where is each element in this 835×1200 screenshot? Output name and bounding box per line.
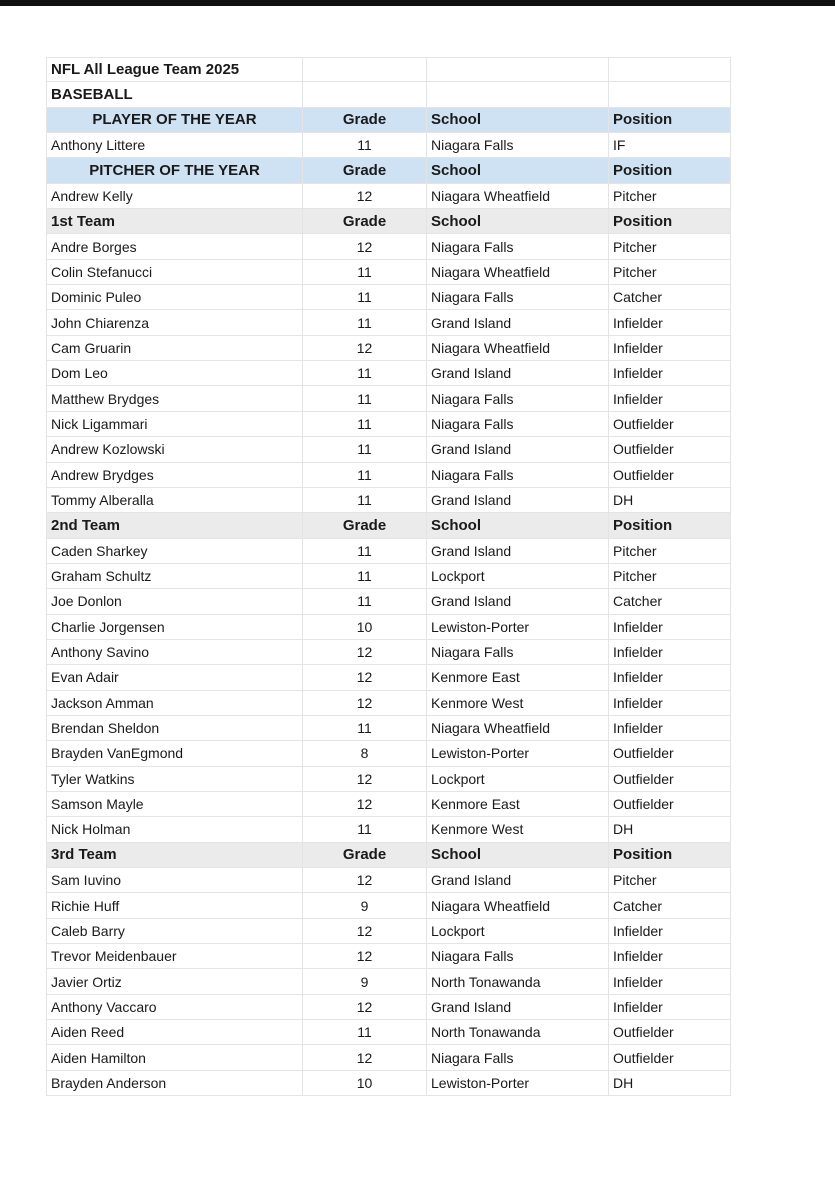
table-row <box>46 741 731 766</box>
section-heading: PLAYER OF THE YEAR <box>46 108 302 132</box>
table-row <box>46 564 731 589</box>
player-school: Niagara Falls <box>426 412 608 436</box>
table-row <box>46 412 731 437</box>
column-header-school: School <box>426 843 608 867</box>
player-grade: 11 <box>302 437 426 461</box>
table-row <box>46 615 731 640</box>
player-name: Evan Adair <box>46 665 302 689</box>
table-row <box>46 640 731 665</box>
table-row <box>46 133 731 158</box>
section-header-row <box>46 513 731 538</box>
player-school: Grand Island <box>426 539 608 563</box>
player-school: Niagara Wheatfield <box>426 893 608 917</box>
player-position: Infielder <box>608 691 731 715</box>
player-position: Infielder <box>608 944 731 968</box>
table-row <box>46 234 731 259</box>
table-row <box>46 260 731 285</box>
player-name: Andre Borges <box>46 234 302 258</box>
player-grade: 11 <box>302 564 426 588</box>
title-row <box>46 57 731 82</box>
player-name: Brayden VanEgmond <box>46 741 302 765</box>
player-school: Grand Island <box>426 589 608 613</box>
player-position: Infielder <box>608 716 731 740</box>
player-name: Andrew Kelly <box>46 184 302 208</box>
player-grade: 11 <box>302 285 426 309</box>
player-name: Trevor Meidenbauer <box>46 944 302 968</box>
player-position: Infielder <box>608 310 731 334</box>
column-header-position: Position <box>608 513 731 537</box>
table-row <box>46 437 731 462</box>
empty-cell <box>302 82 426 106</box>
player-name: Matthew Brydges <box>46 386 302 410</box>
section-heading: 1st Team <box>46 209 302 233</box>
player-name: Samson Mayle <box>46 792 302 816</box>
empty-cell <box>426 82 608 106</box>
player-name: Jackson Amman <box>46 691 302 715</box>
player-school: Niagara Wheatfield <box>426 184 608 208</box>
player-school: Niagara Falls <box>426 133 608 157</box>
player-grade: 11 <box>302 133 426 157</box>
table-row <box>46 919 731 944</box>
player-position: Infielder <box>608 386 731 410</box>
player-name: Charlie Jorgensen <box>46 615 302 639</box>
column-header-grade: Grade <box>302 158 426 182</box>
player-position: Infielder <box>608 640 731 664</box>
section-header-row <box>46 108 731 133</box>
section-header-row <box>46 843 731 868</box>
player-grade: 12 <box>302 995 426 1019</box>
table-row <box>46 361 731 386</box>
player-school: Niagara Falls <box>426 285 608 309</box>
player-school: Lewiston-Porter <box>426 615 608 639</box>
section-heading: PITCHER OF THE YEAR <box>46 158 302 182</box>
table-row <box>46 767 731 792</box>
player-position: Infielder <box>608 969 731 993</box>
table-row <box>46 665 731 690</box>
player-school: Niagara Falls <box>426 1045 608 1069</box>
player-position: Infielder <box>608 615 731 639</box>
player-grade: 12 <box>302 792 426 816</box>
player-grade: 11 <box>302 539 426 563</box>
table-row <box>46 995 731 1020</box>
player-position: Pitcher <box>608 260 731 284</box>
player-grade: 11 <box>302 412 426 436</box>
column-header-school: School <box>426 108 608 132</box>
table-row <box>46 691 731 716</box>
table-row <box>46 817 731 842</box>
section-header-row <box>46 158 731 183</box>
player-school: North Tonawanda <box>426 1020 608 1044</box>
player-grade: 11 <box>302 817 426 841</box>
table-row <box>46 184 731 209</box>
table-row <box>46 792 731 817</box>
player-grade: 9 <box>302 893 426 917</box>
table-row <box>46 1045 731 1070</box>
player-name: Aiden Reed <box>46 1020 302 1044</box>
empty-cell <box>426 58 608 81</box>
table-row <box>46 868 731 893</box>
section-header-row <box>46 209 731 234</box>
table-row <box>46 539 731 564</box>
player-name: Anthony Littere <box>46 133 302 157</box>
player-name: Colin Stefanucci <box>46 260 302 284</box>
player-name: Caden Sharkey <box>46 539 302 563</box>
player-position: Pitcher <box>608 234 731 258</box>
player-position: Outfielder <box>608 792 731 816</box>
column-header-school: School <box>426 513 608 537</box>
player-position: Outfielder <box>608 463 731 487</box>
player-position: Infielder <box>608 995 731 1019</box>
player-name: Tommy Alberalla <box>46 488 302 512</box>
player-school: Kenmore West <box>426 691 608 715</box>
player-grade: 8 <box>302 741 426 765</box>
player-grade: 10 <box>302 1071 426 1095</box>
player-position: Infielder <box>608 361 731 385</box>
player-name: Graham Schultz <box>46 564 302 588</box>
player-school: Niagara Falls <box>426 944 608 968</box>
column-header-grade: Grade <box>302 108 426 132</box>
spreadsheet-table <box>46 57 731 1096</box>
player-name: Anthony Savino <box>46 640 302 664</box>
player-position: Pitcher <box>608 564 731 588</box>
section-heading: 3rd Team <box>46 843 302 867</box>
column-header-grade: Grade <box>302 513 426 537</box>
player-grade: 12 <box>302 336 426 360</box>
player-position: Catcher <box>608 285 731 309</box>
player-grade: 12 <box>302 1045 426 1069</box>
player-name: Javier Ortiz <box>46 969 302 993</box>
column-header-position: Position <box>608 209 731 233</box>
player-grade: 11 <box>302 310 426 334</box>
player-name: Cam Gruarin <box>46 336 302 360</box>
table-row <box>46 1020 731 1045</box>
player-position: Pitcher <box>608 539 731 563</box>
player-school: Niagara Falls <box>426 234 608 258</box>
player-school: Niagara Wheatfield <box>426 260 608 284</box>
column-header-grade: Grade <box>302 209 426 233</box>
player-name: Caleb Barry <box>46 919 302 943</box>
empty-cell <box>608 82 731 106</box>
player-school: Niagara Wheatfield <box>426 716 608 740</box>
player-school: Lockport <box>426 564 608 588</box>
page-title: NFL All League Team 2025 <box>46 58 302 81</box>
table-row <box>46 463 731 488</box>
table-row <box>46 336 731 361</box>
player-position: IF <box>608 133 731 157</box>
player-name: Nick Holman <box>46 817 302 841</box>
player-name: Aiden Hamilton <box>46 1045 302 1069</box>
player-school: Grand Island <box>426 361 608 385</box>
player-position: DH <box>608 488 731 512</box>
player-name: Dom Leo <box>46 361 302 385</box>
player-grade: 12 <box>302 691 426 715</box>
player-school: Niagara Falls <box>426 463 608 487</box>
player-grade: 12 <box>302 767 426 791</box>
player-grade: 11 <box>302 589 426 613</box>
subtitle-row <box>46 82 731 107</box>
player-grade: 11 <box>302 260 426 284</box>
player-position: Outfielder <box>608 1020 731 1044</box>
player-school: Niagara Falls <box>426 640 608 664</box>
column-header-grade: Grade <box>302 843 426 867</box>
player-grade: 9 <box>302 969 426 993</box>
table-row <box>46 488 731 513</box>
empty-cell <box>608 58 731 81</box>
player-position: Outfielder <box>608 741 731 765</box>
player-name: Andrew Kozlowski <box>46 437 302 461</box>
player-position: Infielder <box>608 919 731 943</box>
player-grade: 12 <box>302 868 426 892</box>
player-position: Outfielder <box>608 412 731 436</box>
player-name: Anthony Vaccaro <box>46 995 302 1019</box>
table-row <box>46 285 731 310</box>
player-grade: 11 <box>302 488 426 512</box>
player-grade: 11 <box>302 361 426 385</box>
player-school: Lockport <box>426 767 608 791</box>
top-border <box>0 0 835 6</box>
player-school: Niagara Falls <box>426 386 608 410</box>
player-grade: 10 <box>302 615 426 639</box>
player-position: Catcher <box>608 893 731 917</box>
player-school: Grand Island <box>426 437 608 461</box>
column-header-position: Position <box>608 843 731 867</box>
player-school: North Tonawanda <box>426 969 608 993</box>
player-school: Kenmore East <box>426 665 608 689</box>
player-grade: 12 <box>302 640 426 664</box>
player-name: Nick Ligammari <box>46 412 302 436</box>
player-school: Grand Island <box>426 488 608 512</box>
player-grade: 12 <box>302 944 426 968</box>
player-position: Infielder <box>608 336 731 360</box>
table-row <box>46 589 731 614</box>
player-name: Richie Huff <box>46 893 302 917</box>
table-row <box>46 716 731 741</box>
player-school: Grand Island <box>426 310 608 334</box>
player-name: Brayden Anderson <box>46 1071 302 1095</box>
table-row <box>46 893 731 918</box>
player-position: DH <box>608 1071 731 1095</box>
player-name: Brendan Sheldon <box>46 716 302 740</box>
player-name: Joe Donlon <box>46 589 302 613</box>
column-header-position: Position <box>608 158 731 182</box>
player-position: Pitcher <box>608 184 731 208</box>
player-school: Grand Island <box>426 868 608 892</box>
player-school: Lewiston-Porter <box>426 1071 608 1095</box>
player-position: Catcher <box>608 589 731 613</box>
table-row <box>46 1071 731 1096</box>
player-school: Kenmore West <box>426 817 608 841</box>
player-school: Kenmore East <box>426 792 608 816</box>
player-name: Dominic Puleo <box>46 285 302 309</box>
column-header-position: Position <box>608 108 731 132</box>
player-name: Tyler Watkins <box>46 767 302 791</box>
player-school: Lockport <box>426 919 608 943</box>
player-grade: 12 <box>302 919 426 943</box>
player-position: DH <box>608 817 731 841</box>
player-position: Outfielder <box>608 437 731 461</box>
table-row <box>46 310 731 335</box>
table-row <box>46 944 731 969</box>
player-grade: 11 <box>302 386 426 410</box>
column-header-school: School <box>426 158 608 182</box>
column-header-school: School <box>426 209 608 233</box>
table-row <box>46 969 731 994</box>
player-school: Niagara Wheatfield <box>426 336 608 360</box>
player-position: Pitcher <box>608 868 731 892</box>
player-position: Outfielder <box>608 767 731 791</box>
player-position: Outfielder <box>608 1045 731 1069</box>
player-name: Andrew Brydges <box>46 463 302 487</box>
table-row <box>46 386 731 411</box>
empty-cell <box>302 58 426 81</box>
player-grade: 11 <box>302 1020 426 1044</box>
player-grade: 11 <box>302 716 426 740</box>
player-name: John Chiarenza <box>46 310 302 334</box>
player-grade: 12 <box>302 184 426 208</box>
player-school: Lewiston-Porter <box>426 741 608 765</box>
player-position: Infielder <box>608 665 731 689</box>
player-name: Sam Iuvino <box>46 868 302 892</box>
player-school: Grand Island <box>426 995 608 1019</box>
section-heading: 2nd Team <box>46 513 302 537</box>
player-grade: 11 <box>302 463 426 487</box>
player-grade: 12 <box>302 234 426 258</box>
sport-label: BASEBALL <box>46 82 302 106</box>
player-grade: 12 <box>302 665 426 689</box>
